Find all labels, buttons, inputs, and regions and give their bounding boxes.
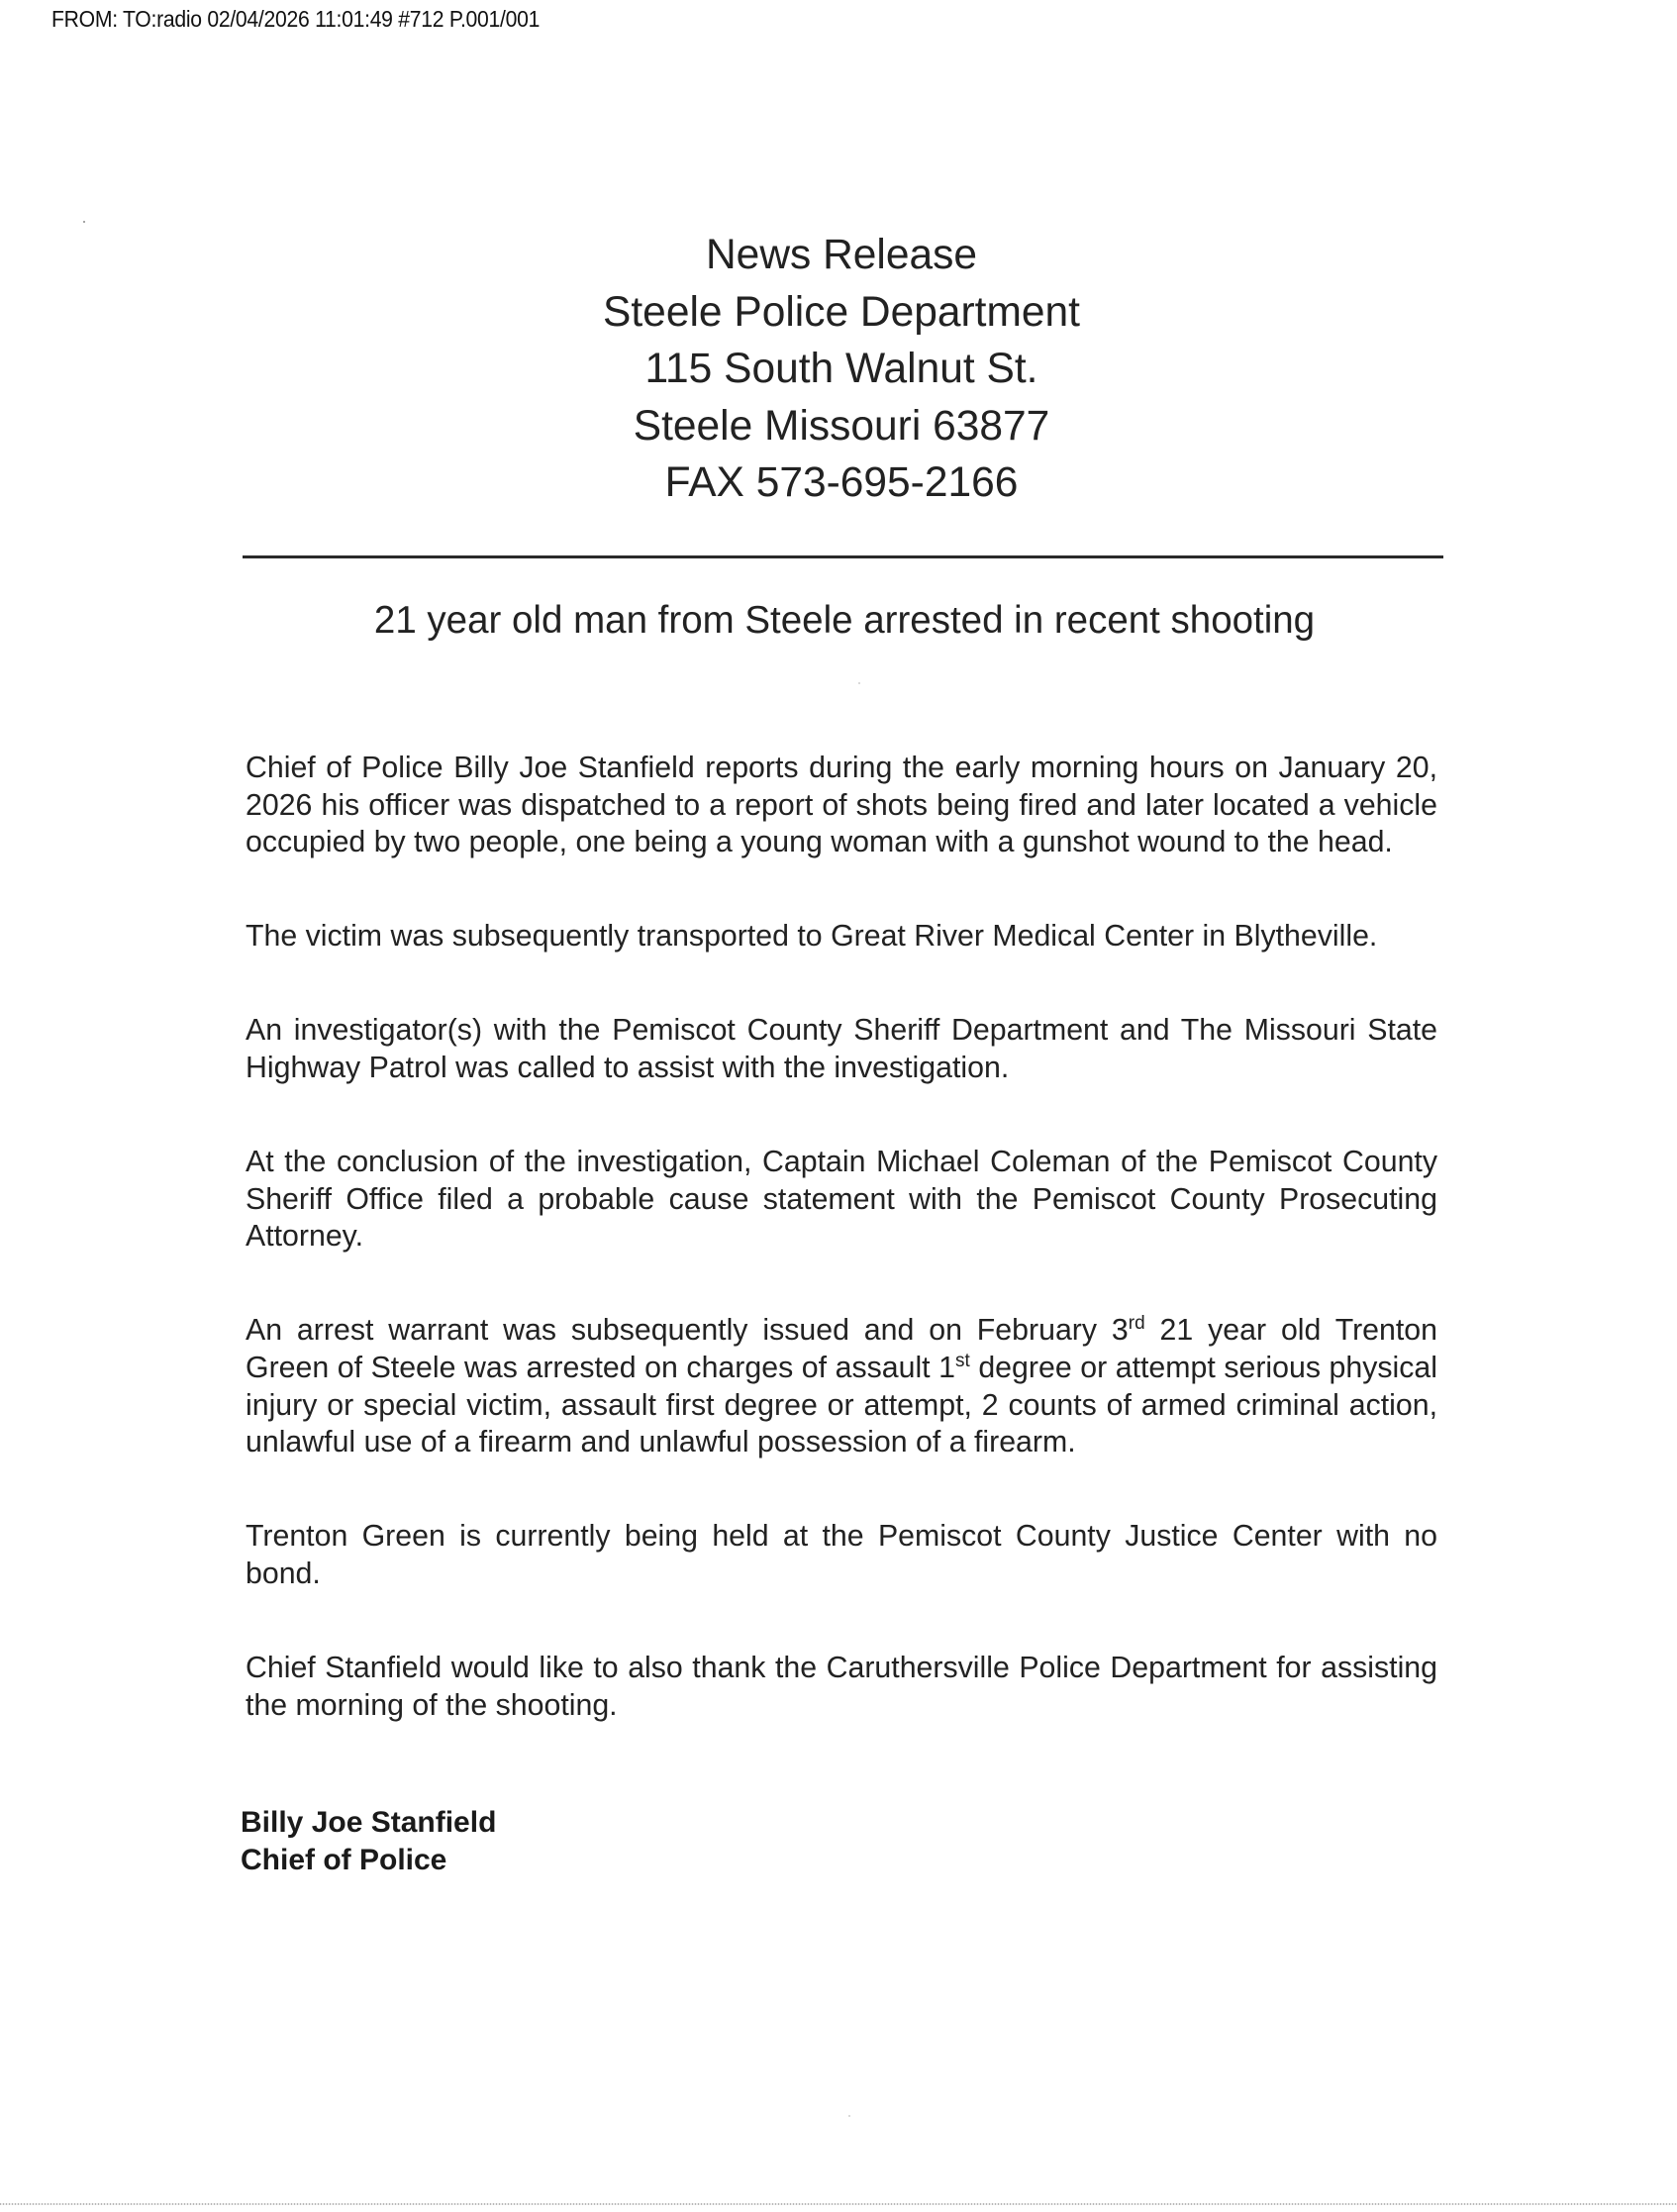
paragraph: The victim was subsequently transported to Great River Medical Center in Blytheville. (246, 920, 1378, 954)
paragraph-text: degree or attempt serious physical injury or special victim, assault first degree or attempt, 2 counts of armed criminal action, unlawful use of a firearm and unlawful possession of a firearm. (246, 1351, 1437, 1459)
document-type-title: News Release (705, 232, 977, 278)
signatory-name: Billy Joe Stanfield (241, 1806, 497, 1839)
signatory-title: Chief of Police (241, 1843, 447, 1876)
fax-transmission-header: FROM: TO:radio 02/04/2026 11:01:49 #712 P.001/001 (51, 6, 541, 32)
paragraph: At the conclusion of the investigation, Captain Michael Coleman of the Pemiscot County Sheriff Office filed a probable cause statement with the Pemiscot County Prosecuting Attorney. (246, 1146, 1437, 1254)
ordinal-suffix: rd (1128, 1313, 1145, 1335)
scan-speck (858, 682, 860, 684)
address-street: 115 South Walnut St. (644, 346, 1038, 392)
scan-speck (848, 2115, 850, 2117)
scan-artifact-line (0, 2203, 1677, 2205)
horizontal-divider (243, 555, 1443, 558)
paragraph: Chief of Police Billy Joe Stanfield reports during the early morning hours on January 20, 2026 his officer was dispatched to a report of shots being fired and later located a vehicle occupied by two people, one being a young woman with a gunshot wound to the head. (246, 752, 1437, 859)
paragraph: An investigator(s) with the Pemiscot County Sheriff Department and The Missouri State Highway Patrol was called to assist with the investigation. (246, 1014, 1437, 1084)
letterhead (0, 227, 1677, 512)
scan-speck (83, 221, 85, 223)
headline: 21 year old man from Steele arrested in recent shooting (373, 599, 1316, 642)
paragraph: Chief Stanfield would like to also thank the Caruthersville Police Department for assisting the morning of the shooting. (246, 1651, 1437, 1722)
organization-name: Steele Police Department (603, 288, 1080, 336)
address-city-state-zip: Steele Missouri 63877 (633, 402, 1050, 450)
release-body (246, 750, 1437, 1781)
paragraph-arrest (246, 1312, 1437, 1460)
paragraph-text: 21 year old Trenton Green of Steele was arrested on charges of assault 1 (246, 1314, 1437, 1384)
ordinal-suffix: st (955, 1350, 970, 1371)
fax-number: FAX 573-695-2166 (664, 459, 1019, 506)
signature-block (241, 1804, 496, 1878)
paragraph-text: An arrest warrant was subsequently issued and on February 3 (246, 1314, 1129, 1348)
paragraph: Trenton Green is currently being held at the Pemiscot County Justice Center with no bond. (246, 1520, 1437, 1590)
